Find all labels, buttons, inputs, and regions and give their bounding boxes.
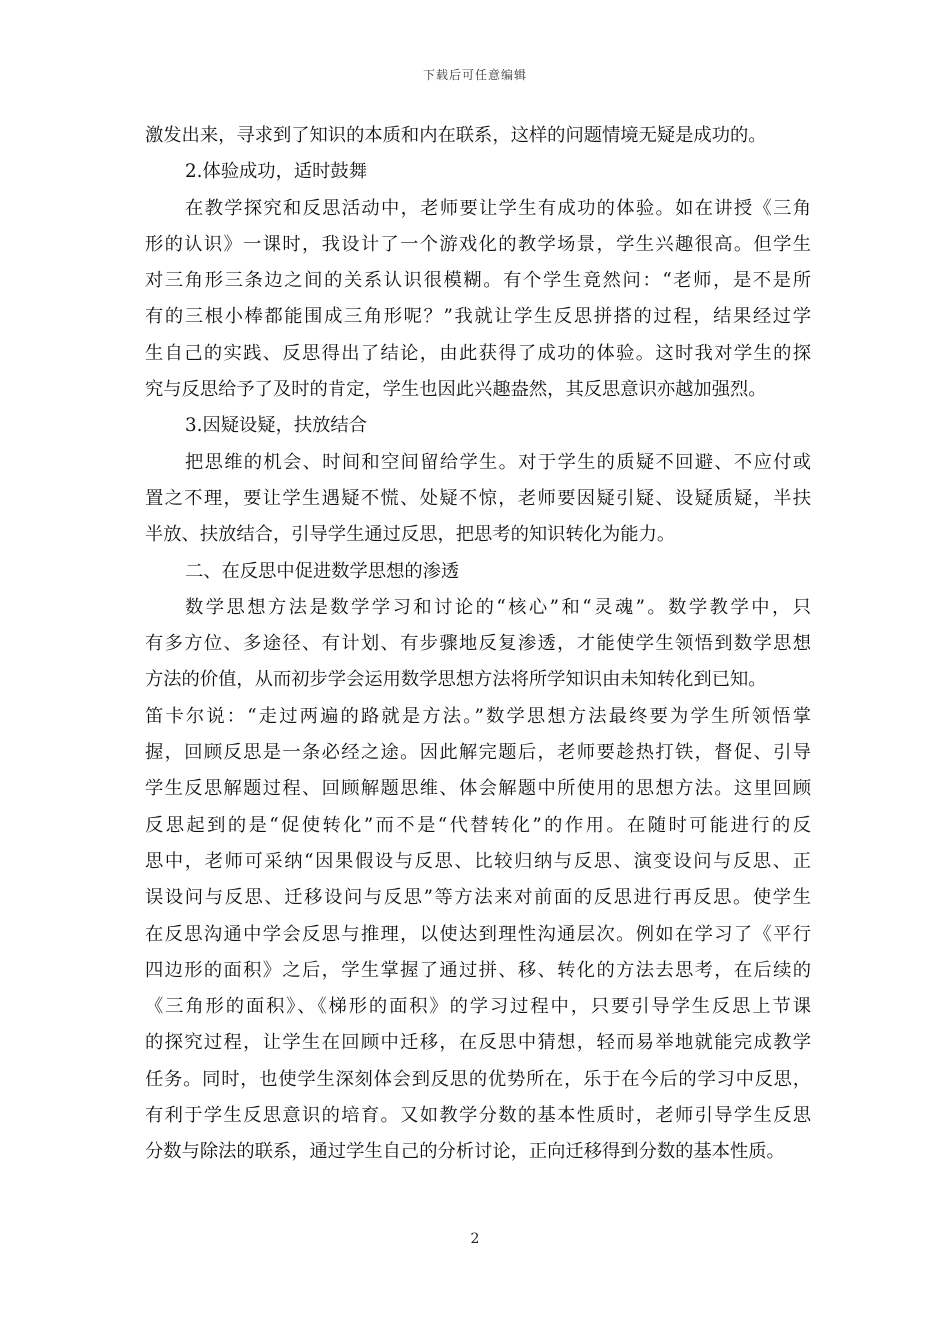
text-line: 二、在反思中促进数学思想的渗透 — [185, 560, 460, 582]
text-line: 半放、扶放结合，引导学生通过反思，把思考的知识转化为能力。 — [145, 524, 676, 546]
page-number: 2 — [470, 1231, 480, 1247]
text-line: 在教学探究和反思活动中，老师要让学生有成功的体验。如在讲授《三角 — [185, 197, 811, 219]
text-line: 握，回顾反思是一条必经之途。因此解完题后，老师要趁热打铁，督促、引导 — [145, 742, 811, 764]
text-line: 对三角形三条边之间的关系认识很模糊。有个学生竟然问：“老师，是不是所 — [145, 270, 811, 292]
text-line: 任务。同时，也使学生深刻体会到反思的优势所在，乐于在今后的学习中反思， — [145, 1068, 811, 1090]
text-line: 在反思沟通中学会反思与推理，以使达到理性沟通层次。例如在学习了《平行 — [145, 923, 811, 945]
text-line: 思中，老师可采纳“因果假设与反思、比较归纳与反思、演变设问与反思、正 — [145, 850, 811, 872]
text-line: 《三角形的面积》、《梯形的面积》的学习过程中，只要引导学生反思上节课 — [145, 996, 811, 1018]
text-line: 把思维的机会、时间和空间留给学生。对于学生的质疑不回避、不应付或 — [185, 451, 811, 473]
text-line: 方法的价值，从而初步学会运用数学思想方法将所学知识由未知转化到已知。 — [145, 669, 767, 691]
text-line: 误设问与反思、迁移设问与反思”等方法来对前面的反思进行再反思。使学生 — [145, 887, 811, 909]
text-line: 学生反思解题过程、回顾解题思维、体会解题中所使用的思想方法。这里回顾 — [145, 778, 811, 800]
text-line: 四边形的面积》之后，学生掌握了通过拼、移、转化的方法去思考，在后续的 — [145, 959, 811, 981]
text-line: 2.体验成功，适时鼓舞 — [185, 161, 367, 183]
text-line: 有利于学生反思意识的培育。又如教学分数的基本性质时，老师引导学生反思 — [145, 1105, 811, 1127]
text-line: 反思起到的是“促使转化”而不是“代替转化”的作用。在随时可能进行的反 — [145, 814, 811, 836]
page-header: 下载后可任意编辑 — [422, 68, 527, 82]
text-line: 数学思想方法是数学学习和讨论的“核心”和“灵魂”。数学教学中，只 — [185, 596, 811, 618]
text-line: 有的三根小棒都能围成三角形呢？”我就让学生反思拼搭的过程，结果经过学 — [145, 306, 811, 328]
text-line: 生自己的实践、反思得出了结论，由此获得了成功的体验。这时我对学生的探 — [145, 342, 811, 364]
text-line: 置之不理，要让学生遇疑不慌、处疑不惊，老师要因疑引疑、设疑质疑，半扶 — [145, 487, 811, 509]
text-line: 究与反思给予了及时的肯定，学生也因此兴趣盎然，其反思意识亦越加强烈。 — [145, 379, 767, 401]
text-line: 笛卡尔说：“走过两遍的路就是方法。”数学思想方法最终要为学生所领悟掌 — [145, 705, 811, 727]
text-line: 形的认识》一课时，我设计了一个游戏化的教学场景，学生兴趣很高。但学生 — [145, 233, 811, 255]
text-line: 有多方位、多途径、有计划、有步骤地反复渗透，才能使学生领悟到数学思想 — [145, 633, 811, 655]
text-line: 激发出来，寻求到了知识的本质和内在联系，这样的问题情境无疑是成功的。 — [145, 125, 767, 146]
text-line: 分数与除法的联系，通过学生自己的分析讨论，正向迁移得到分数的基本性质。 — [145, 1141, 785, 1163]
text-line: 3.因疑设疑，扶放结合 — [185, 415, 367, 437]
text-line: 的探究过程，让学生在回顾中迁移，在反思中猜想，轻而易举地就能完成教学 — [145, 1032, 811, 1054]
document-body — [145, 118, 811, 1171]
